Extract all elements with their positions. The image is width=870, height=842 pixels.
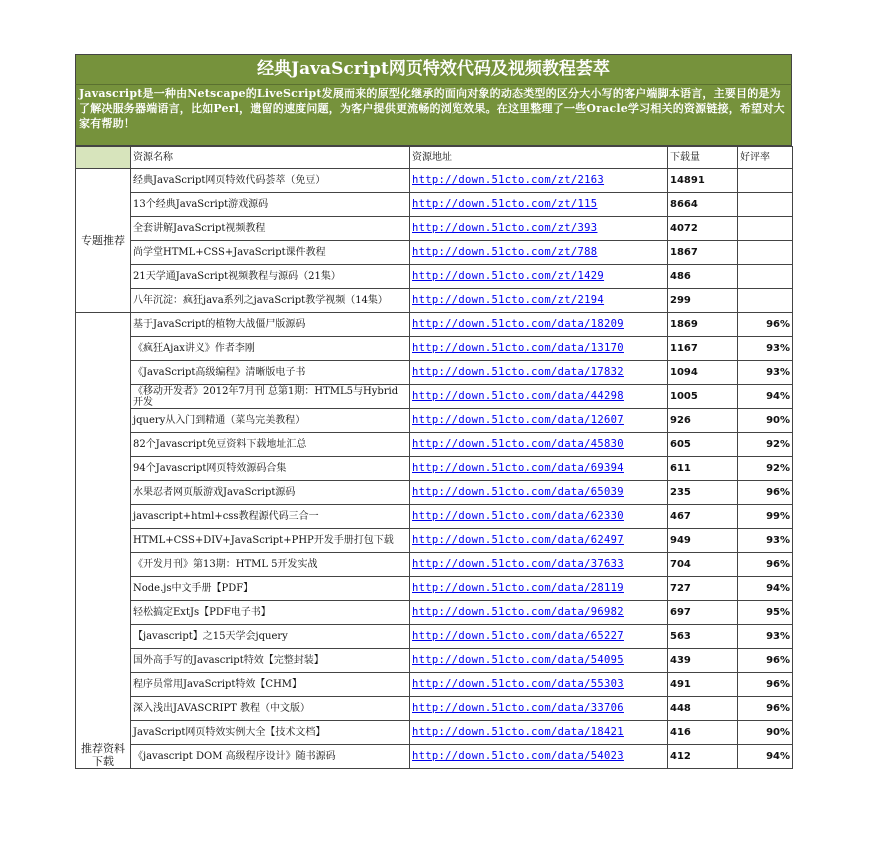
- header-row: [76, 147, 793, 169]
- table-row: [76, 745, 793, 769]
- download-count: 8664: [668, 193, 738, 217]
- sheet-title: 经典JavaScript网页特效代码及视频教程荟萃: [75, 54, 792, 84]
- resource-url-cell: [410, 313, 668, 337]
- download-count: 299: [668, 289, 738, 313]
- resource-link[interactable]: http://down.51cto.com/data/44298: [412, 390, 624, 402]
- resource-name: 《JavaScript高级编程》清晰版电子书: [131, 361, 410, 385]
- resource-link[interactable]: http://down.51cto.com/data/13170: [412, 342, 624, 354]
- rating: 93%: [738, 337, 793, 361]
- resource-name: 八年沉淀：疯狂java系列之javaScript教学视频（14集）: [131, 289, 410, 313]
- rating: 96%: [738, 553, 793, 577]
- resource-name: 经典JavaScript网页特效代码荟萃（免豆）: [131, 169, 410, 193]
- download-count: 4072: [668, 217, 738, 241]
- resource-link[interactable]: http://down.51cto.com/data/33706: [412, 702, 624, 714]
- resource-link[interactable]: http://down.51cto.com/data/62330: [412, 510, 624, 522]
- resource-name: 《开发月刊》第13期：HTML 5开发实战: [131, 553, 410, 577]
- resource-url-cell: [410, 481, 668, 505]
- download-count: 412: [668, 745, 738, 769]
- table-row: [76, 601, 793, 625]
- table-row: [76, 649, 793, 673]
- download-count: 1094: [668, 361, 738, 385]
- download-count: 448: [668, 697, 738, 721]
- table-row: [76, 241, 793, 265]
- table-row: [76, 313, 793, 337]
- table-row: [76, 553, 793, 577]
- resource-name: 《javascript DOM 高级程序设计》随书源码: [131, 745, 410, 769]
- download-count: 14891: [668, 169, 738, 193]
- resource-link[interactable]: http://down.51cto.com/data/37633: [412, 558, 624, 570]
- rating: 96%: [738, 481, 793, 505]
- table-row: [76, 361, 793, 385]
- resource-url-cell: [410, 409, 668, 433]
- resource-name: 深入浅出JAVASCRIPT 教程（中文版）: [131, 697, 410, 721]
- rating: 94%: [738, 577, 793, 601]
- header-blank-cell: [76, 147, 131, 169]
- table-row: [76, 289, 793, 313]
- resource-url-cell: [410, 529, 668, 553]
- section-label-recommended: 推荐资料下载: [76, 313, 131, 769]
- resource-name: javascript+html+css教程源代码三合一: [131, 505, 410, 529]
- resource-link[interactable]: http://down.51cto.com/data/54023: [412, 750, 624, 762]
- rating: 96%: [738, 673, 793, 697]
- resource-link[interactable]: http://down.51cto.com/zt/788: [412, 246, 598, 258]
- resource-name: 94个Javascript网页特效源码合集: [131, 457, 410, 481]
- resource-name: 《移动开发者》2012年7月刊 总第1期：HTML5与Hybrid开发: [131, 385, 410, 409]
- table-row: [76, 337, 793, 361]
- resource-url-cell: [410, 577, 668, 601]
- rating: 90%: [738, 721, 793, 745]
- header-url: 资源地址: [410, 147, 668, 169]
- download-count: 1869: [668, 313, 738, 337]
- download-count: 697: [668, 601, 738, 625]
- download-count: 605: [668, 433, 738, 457]
- resource-link[interactable]: http://down.51cto.com/zt/393: [412, 222, 598, 234]
- resource-name: 21天学通JavaScript视频教程与源码（21集）: [131, 265, 410, 289]
- rating: [738, 217, 793, 241]
- resource-url-cell: [410, 217, 668, 241]
- rating: [738, 241, 793, 265]
- resource-name: 全套讲解JavaScript视频教程: [131, 217, 410, 241]
- header-name: 资源名称: [131, 147, 410, 169]
- resource-name: 水果忍者网页版游戏JavaScript源码: [131, 481, 410, 505]
- resource-link[interactable]: http://down.51cto.com/zt/115: [412, 198, 598, 210]
- resource-link[interactable]: http://down.51cto.com/data/17832: [412, 366, 624, 378]
- download-count: 727: [668, 577, 738, 601]
- resource-url-cell: [410, 601, 668, 625]
- resource-url-cell: [410, 433, 668, 457]
- download-count: 1167: [668, 337, 738, 361]
- rating: [738, 289, 793, 313]
- resource-link[interactable]: http://down.51cto.com/data/62497: [412, 534, 624, 546]
- resource-name: jquery从入门到精通（菜鸟完美教程）: [131, 409, 410, 433]
- resource-table: [75, 146, 793, 769]
- resource-name: 13个经典JavaScript游戏源码: [131, 193, 410, 217]
- resource-link[interactable]: http://down.51cto.com/data/18209: [412, 318, 624, 330]
- download-count: 486: [668, 265, 738, 289]
- resource-url-cell: [410, 241, 668, 265]
- resource-link[interactable]: http://down.51cto.com/zt/1429: [412, 270, 605, 282]
- spreadsheet: [75, 54, 792, 769]
- rating: 92%: [738, 433, 793, 457]
- rating: [738, 169, 793, 193]
- resource-name: 国外高手写的Javascript特效【完整封装】: [131, 649, 410, 673]
- resource-name: 轻松搞定ExtJs【PDF电子书】: [131, 601, 410, 625]
- resource-name: HTML+CSS+DIV+JavaScript+PHP开发手册打包下载: [131, 529, 410, 553]
- resource-url-cell: [410, 337, 668, 361]
- rating: 94%: [738, 745, 793, 769]
- rating: 95%: [738, 601, 793, 625]
- download-count: 611: [668, 457, 738, 481]
- rating: 90%: [738, 409, 793, 433]
- table-row: [76, 697, 793, 721]
- download-count: 1005: [668, 385, 738, 409]
- rating: 99%: [738, 505, 793, 529]
- resource-url-cell: [410, 673, 668, 697]
- resource-link[interactable]: http://down.51cto.com/data/69394: [412, 462, 624, 474]
- resource-link[interactable]: http://down.51cto.com/data/55303: [412, 678, 624, 690]
- resource-name: 《疯狂Ajax讲义》作者李刚: [131, 337, 410, 361]
- rating: 96%: [738, 697, 793, 721]
- download-count: 926: [668, 409, 738, 433]
- resource-name: 82个Javascript免豆资料下载地址汇总: [131, 433, 410, 457]
- resource-link[interactable]: http://down.51cto.com/data/65039: [412, 486, 624, 498]
- resource-link[interactable]: http://down.51cto.com/zt/2163: [412, 174, 605, 186]
- resource-name: 尚学堂HTML+CSS+JavaScript课件教程: [131, 241, 410, 265]
- resource-name: 程序员常用JavaScript特效【CHM】: [131, 673, 410, 697]
- header-rating: 好评率: [738, 147, 793, 169]
- rating: 93%: [738, 625, 793, 649]
- resource-url-cell: [410, 169, 668, 193]
- rating: 93%: [738, 361, 793, 385]
- resource-link[interactable]: http://down.51cto.com/data/54095: [412, 654, 624, 666]
- table-row: [76, 481, 793, 505]
- table-row: [76, 529, 793, 553]
- resource-url-cell: [410, 265, 668, 289]
- intro-text: Javascript是一种由Netscape的LiveScript发展而来的原型化继承的面向对象的动态类型的区分大小写的客户端脚本语言，主要目的是为了解决服务器端语言，比如Perl，遗留的速度问题，为客户提供更流畅的浏览效果。在这里整理了一些Oracle学习相关的资源链接，希望对大家有帮助！: [75, 84, 792, 146]
- rating: [738, 193, 793, 217]
- resource-url-cell: [410, 697, 668, 721]
- table-row: [76, 193, 793, 217]
- resource-url-cell: [410, 289, 668, 313]
- resource-name: Node.js中文手册【PDF】: [131, 577, 410, 601]
- resource-link[interactable]: http://down.51cto.com/zt/2194: [412, 294, 605, 306]
- download-count: 1867: [668, 241, 738, 265]
- download-count: 235: [668, 481, 738, 505]
- resource-link[interactable]: http://down.51cto.com/data/65227: [412, 630, 624, 642]
- resource-name: 基于JavaScript的植物大战僵尸版源码: [131, 313, 410, 337]
- table-row: [76, 577, 793, 601]
- rating: 96%: [738, 649, 793, 673]
- download-count: 704: [668, 553, 738, 577]
- table-row: [76, 433, 793, 457]
- download-count: 416: [668, 721, 738, 745]
- section-label-featured: 专题推荐: [76, 169, 131, 313]
- table-row: [76, 673, 793, 697]
- resource-url-cell: [410, 745, 668, 769]
- rating: 94%: [738, 385, 793, 409]
- resource-link[interactable]: http://down.51cto.com/data/45830: [412, 438, 624, 450]
- table-row: [76, 457, 793, 481]
- rating: [738, 265, 793, 289]
- rating: 92%: [738, 457, 793, 481]
- header-downloads: 下载量: [668, 147, 738, 169]
- table-row: [76, 505, 793, 529]
- table-row: [76, 721, 793, 745]
- table-row: [76, 169, 793, 193]
- resource-url-cell: [410, 721, 668, 745]
- table-row: [76, 217, 793, 241]
- download-count: 491: [668, 673, 738, 697]
- resource-url-cell: [410, 457, 668, 481]
- resource-url-cell: [410, 649, 668, 673]
- resource-url-cell: [410, 625, 668, 649]
- resource-link[interactable]: http://down.51cto.com/data/28119: [412, 582, 624, 594]
- resource-url-cell: [410, 553, 668, 577]
- resource-table-body: [76, 147, 793, 769]
- resource-name: JavaScript网页特效实例大全【技术文档】: [131, 721, 410, 745]
- table-row: [76, 265, 793, 289]
- resource-url-cell: [410, 361, 668, 385]
- download-count: 439: [668, 649, 738, 673]
- table-row: [76, 625, 793, 649]
- download-count: 949: [668, 529, 738, 553]
- resource-link[interactable]: http://down.51cto.com/data/12607: [412, 414, 624, 426]
- resource-link[interactable]: http://down.51cto.com/data/96982: [412, 606, 624, 618]
- rating: 96%: [738, 313, 793, 337]
- rating: 93%: [738, 529, 793, 553]
- download-count: 467: [668, 505, 738, 529]
- resource-url-cell: [410, 505, 668, 529]
- table-row: [76, 385, 793, 409]
- download-count: 563: [668, 625, 738, 649]
- resource-name: 【javascript】之15天学会jquery: [131, 625, 410, 649]
- resource-url-cell: [410, 385, 668, 409]
- resource-url-cell: [410, 193, 668, 217]
- table-row: [76, 409, 793, 433]
- resource-link[interactable]: http://down.51cto.com/data/18421: [412, 726, 624, 738]
